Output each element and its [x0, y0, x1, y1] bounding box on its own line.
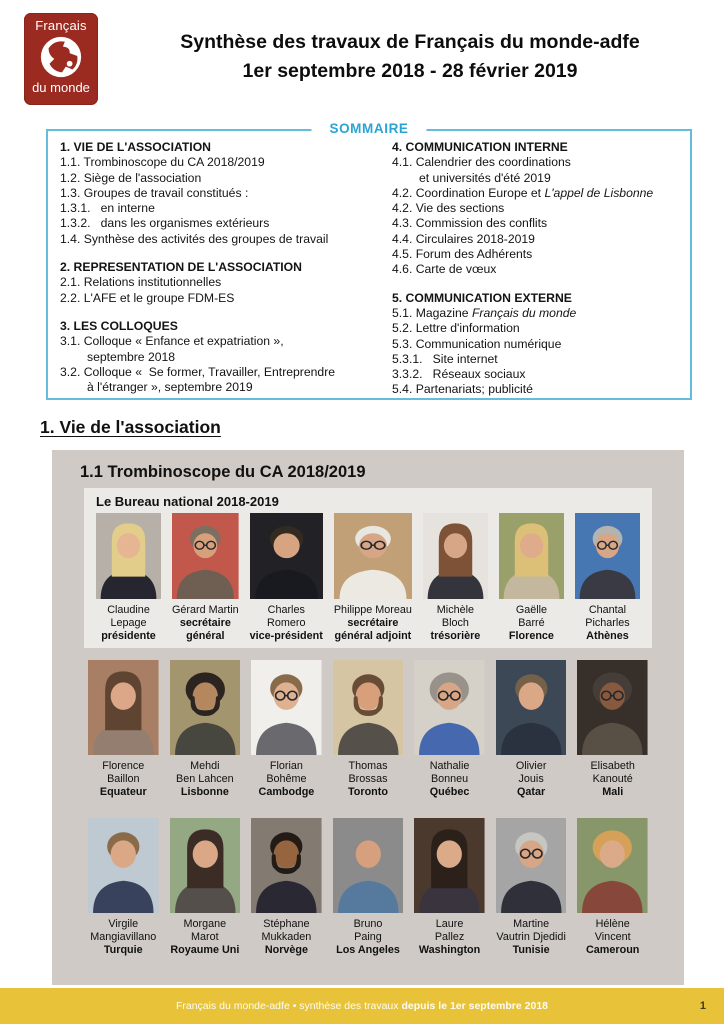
person-photo	[577, 818, 648, 913]
person-photo	[499, 513, 564, 599]
footer-bar	[0, 988, 724, 1024]
person-name: Nathalie	[429, 760, 470, 772]
person-photo	[333, 660, 404, 755]
toc-entry: 4.5. Forum des Adhérents	[392, 247, 533, 262]
toc-entry: 4.2. Vie des sections	[392, 201, 505, 216]
toc-entry: 4.1. Calendrier des coordinations	[392, 155, 571, 170]
person-card	[496, 660, 567, 798]
person-photo	[334, 513, 412, 599]
person-card	[333, 660, 404, 798]
person-name: Jouis	[518, 772, 544, 785]
person-name: Laure	[435, 918, 464, 930]
person-card	[496, 818, 567, 956]
page-number: 1	[699, 1000, 706, 1012]
person-role: Washington	[418, 943, 481, 956]
person-photo	[414, 660, 485, 755]
toc-right-column	[392, 140, 688, 398]
toc-entry: septembre 2018	[87, 349, 176, 364]
person-name: Vautrin Djedidi	[496, 930, 566, 943]
person-name: Mehdi	[190, 760, 220, 772]
toc-entry: 2.2. L'AFE et le groupe FDM-ES	[60, 290, 235, 305]
person-role: général	[186, 629, 225, 642]
section-heading: 1. Vie de l'association	[40, 417, 221, 437]
person-card	[499, 513, 564, 642]
person-name: Bohême	[266, 772, 307, 785]
toc-entry: 3.1. Colloque « Enfance et expatriation »,	[60, 334, 284, 349]
person-name: Hélène	[595, 918, 630, 930]
toc-entry: 2. REPRESENTATION DE L'ASSOCIATION	[60, 260, 302, 275]
person-name: Martine	[513, 918, 550, 930]
person-card	[88, 818, 159, 956]
toc-entry: 5. COMMUNICATION EXTERNE	[392, 290, 572, 305]
person-card	[96, 513, 161, 642]
person-name: Kanouté	[592, 772, 633, 785]
toc-entry: 1.3.2. dans les organismes extérieurs	[60, 216, 270, 231]
person-photo	[577, 660, 648, 755]
person-name: Bloch	[441, 616, 469, 629]
person-name: Stéphane	[263, 918, 310, 930]
person-photo	[414, 818, 485, 913]
person-name: Marot	[191, 930, 219, 943]
toc-entry: 3.3.2. Réseaux sociaux	[392, 367, 526, 382]
person-photo	[88, 660, 159, 755]
title-line-2: 1er septembre 2018 - 28 février 2019	[242, 60, 578, 82]
person-name: Philippe Moreau	[333, 604, 412, 616]
person-name: Brossas	[348, 772, 388, 785]
person-name: Mangiavillano	[90, 930, 157, 943]
person-card	[170, 818, 241, 956]
logo-text-bottom: du monde	[32, 80, 90, 95]
toc-entry: 4. COMMUNICATION INTERNE	[392, 140, 568, 154]
trombinoscope-box	[52, 450, 684, 985]
person-role: Turquie	[103, 943, 143, 956]
person-name: Ben Lahcen	[176, 772, 234, 785]
toc-entry: 3.2. Colloque « Se former, Travailler, Entreprendre	[60, 364, 336, 379]
person-card	[251, 660, 322, 798]
toc-entry: 1.4. Synthèse des activités des groupes de travail	[60, 231, 329, 246]
toc-entry: 4.3. Commission des conflits	[392, 216, 548, 231]
person-name: Claudine	[107, 604, 150, 616]
person-role: secrétaire	[347, 616, 399, 629]
person-role: Qatar	[517, 785, 546, 798]
person-card	[577, 818, 648, 956]
person-role: général adjoint	[334, 629, 412, 642]
person-name: Paing	[354, 930, 382, 943]
person-name: Morgane	[183, 918, 227, 930]
members-row-2	[88, 660, 648, 798]
person-photo	[170, 660, 241, 755]
person-name: Olivier	[515, 760, 547, 772]
person-role: présidente	[101, 629, 156, 642]
person-card	[575, 513, 640, 642]
person-role: Toronto	[348, 785, 388, 798]
person-name: Gérard Martin	[172, 604, 239, 616]
person-photo	[172, 513, 239, 599]
person-role: Royaume Uni	[170, 943, 240, 956]
person-card	[170, 660, 241, 798]
person-name: Michèle	[436, 604, 475, 616]
toc-entry: 2.1. Relations institutionnelles	[60, 275, 222, 290]
person-role: Norvège	[264, 943, 309, 956]
person-name: Barré	[518, 616, 545, 629]
person-name: Florian	[269, 760, 303, 772]
document-title	[108, 28, 712, 86]
toc-entry: 5.4. Partenariats; publicité	[392, 382, 533, 397]
person-photo	[88, 818, 159, 913]
person-role: Florence	[508, 629, 554, 642]
toc-entry: 1. VIE DE L'ASSOCIATION	[60, 140, 211, 154]
person-role: Los Angeles	[336, 943, 400, 956]
toc-entry: 4.6. Carte de vœux	[392, 262, 497, 277]
person-photo	[96, 513, 161, 599]
person-name: Baillon	[107, 772, 140, 785]
person-role: Equateur	[99, 785, 147, 798]
toc-entry: 5.1. Magazine Français du monde	[392, 305, 577, 320]
toc-entry: 4.4. Circulaires 2018-2019	[392, 231, 535, 246]
person-photo	[423, 513, 488, 599]
toc-entry: 1.3.1. en interne	[60, 201, 155, 216]
bureau-row	[96, 513, 640, 642]
person-photo	[251, 818, 322, 913]
person-photo	[250, 513, 323, 599]
person-photo	[496, 660, 567, 755]
person-card	[88, 660, 159, 798]
toc-entry: 5.3.1. Site internet	[392, 351, 498, 366]
person-name: Gaëlle	[515, 604, 548, 616]
person-card	[423, 513, 488, 642]
person-photo	[251, 660, 322, 755]
person-card	[414, 660, 485, 798]
toc-left-column	[60, 140, 386, 395]
person-card	[250, 513, 323, 642]
toc-entry: 1.1. Trombinoscope du CA 2018/2019	[60, 155, 265, 170]
bureau-national-title: Le Bureau national 2018-2019	[96, 494, 279, 509]
globe-icon	[38, 34, 84, 80]
sommaire-box	[46, 121, 692, 400]
person-name: Virgile	[108, 918, 139, 930]
toc-entry: 1.2. Siège de l'association	[60, 170, 202, 185]
person-name: Chantal	[588, 604, 627, 616]
toc-entry: 4.2. Coordination Europe et L'appel de Lisbonne	[392, 185, 654, 200]
person-role: vice-président	[249, 629, 323, 642]
person-card	[172, 513, 239, 642]
francais-du-monde-logo	[24, 13, 98, 105]
title-line-1: Synthèse des travaux de Français du monde-adfe	[180, 31, 640, 53]
person-role: trésorière	[430, 629, 481, 642]
person-name: Lepage	[110, 616, 147, 629]
person-name: Bonneu	[430, 772, 469, 785]
toc-entry: 5.2. Lettre d'information	[392, 321, 520, 336]
toc-entry: 3. LES COLLOQUES	[60, 318, 178, 333]
toc-entry: et universités d'été 2019	[419, 170, 551, 185]
person-role: Athènes	[586, 629, 629, 642]
toc-entry: 5.3. Communication numérique	[392, 336, 562, 351]
toc-entry: 1.3. Groupes de travail constitués :	[60, 185, 249, 200]
sommaire-label: SOMMAIRE	[311, 121, 426, 136]
person-photo	[333, 818, 404, 913]
person-card	[333, 818, 404, 956]
person-card	[251, 818, 322, 956]
person-role: Lisbonne	[180, 785, 229, 798]
person-role: Cambodge	[258, 785, 315, 798]
bureau-national-box	[84, 488, 652, 648]
person-photo	[575, 513, 640, 599]
person-role: Mali	[602, 785, 624, 798]
footer-text: Français du monde-adfe • synthèse des travaux	[175, 1000, 399, 1012]
person-name: Florence	[102, 760, 145, 772]
person-name: Romero	[267, 616, 306, 629]
person-role: Cameroun	[586, 943, 640, 956]
person-name: Charles	[267, 604, 305, 616]
trombinoscope-title: 1.1 Trombinoscope du CA 2018/2019	[80, 463, 366, 481]
person-photo	[496, 818, 567, 913]
person-card	[414, 818, 485, 956]
person-card	[334, 513, 412, 642]
logo-text-top: Français	[35, 18, 87, 33]
person-name: Mukkaden	[261, 930, 312, 943]
members-row-3	[88, 818, 648, 956]
toc-entry: à l'étranger », septembre 2019	[87, 380, 253, 395]
person-name: Picharles	[585, 616, 630, 629]
person-name: Vincent	[594, 930, 631, 943]
person-name: Elisabeth	[590, 760, 635, 772]
person-name: Bruno	[353, 918, 383, 930]
person-name: Pallez	[434, 930, 465, 943]
person-role: Tunisie	[512, 943, 550, 956]
person-photo	[170, 818, 241, 913]
person-card	[577, 660, 648, 798]
footer-text-bold: depuis le 1er septembre 2018	[401, 1000, 549, 1012]
person-name: Thomas	[348, 760, 388, 772]
person-role: Québec	[429, 785, 470, 798]
person-role: secrétaire	[179, 616, 231, 629]
